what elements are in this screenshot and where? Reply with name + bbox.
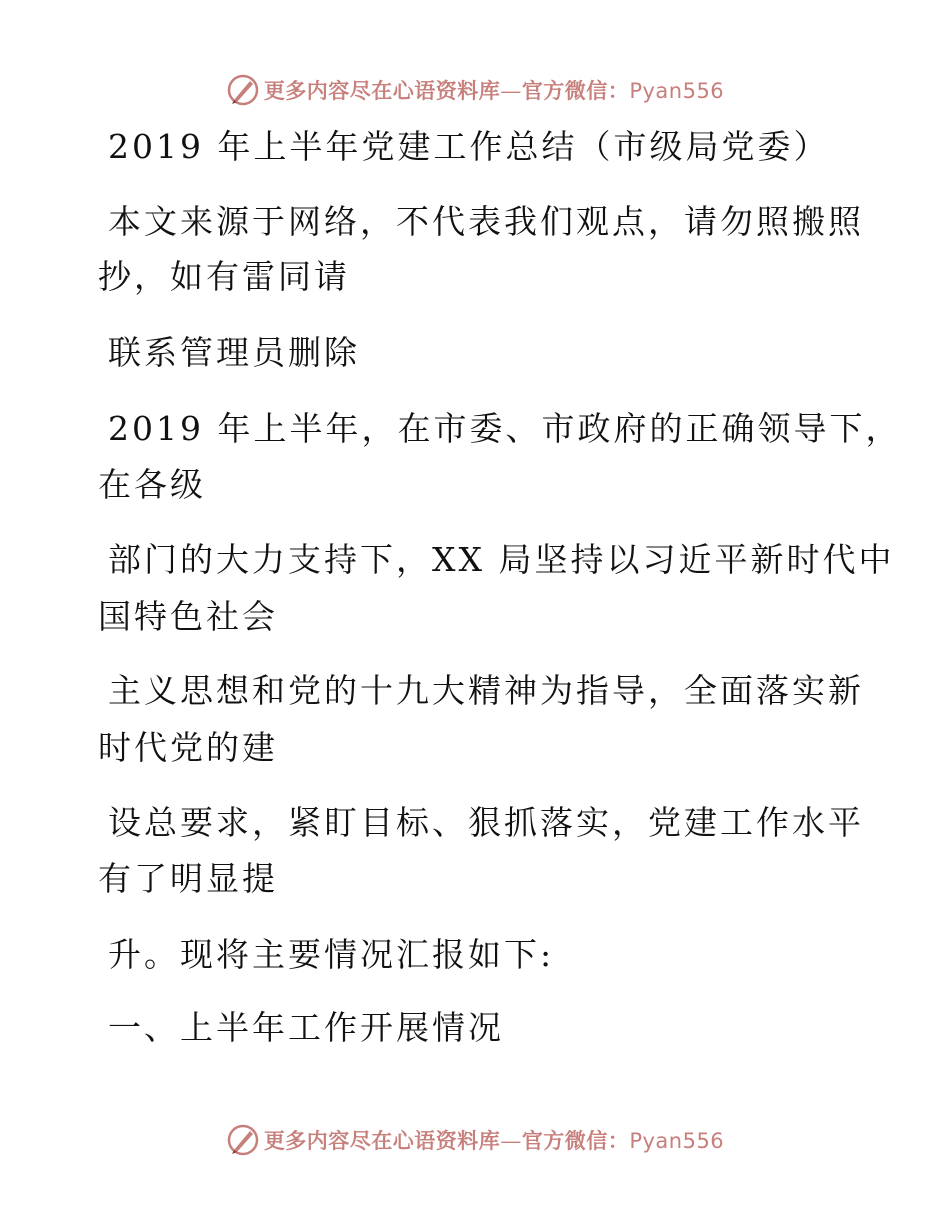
text-line: 联系管理员删除 [108, 333, 360, 372]
text-line: 抄，如有雷同请 [98, 257, 350, 296]
text-line: 2019 年上半年，在市委、市政府的正确领导下， [108, 409, 902, 448]
text-line: 在各级 [98, 465, 206, 504]
footer-watermark [0, 1120, 950, 1160]
header-watermark [0, 70, 950, 110]
text-line: 国特色社会 [98, 597, 278, 636]
document-title: 2019 年上半年党建工作总结（市级局党委） [108, 127, 830, 166]
text-line: 本文来源于网络，不代表我们观点，请勿照搬照 [108, 202, 864, 241]
watermark-text: 更多内容尽在心语资料库—官方微信：Pyan556 [263, 1128, 725, 1153]
text-line: 有了明显提 [98, 859, 278, 898]
text-line: 部门的大力支持下，XX 局坚持以习近平新时代中 [108, 540, 895, 579]
text-line: 升。现将主要情况汇报如下: [108, 935, 555, 974]
text-line: 时代党的建 [98, 728, 278, 767]
watermark-text: 更多内容尽在心语资料库—官方微信：Pyan556 [263, 78, 725, 103]
text-line: 主义思想和党的十九大精神为指导，全面落实新 [108, 671, 864, 710]
quill-pen-seal-icon [226, 1123, 260, 1157]
quill-pen-seal-icon [226, 73, 260, 107]
section-heading: 一、上半年工作开展情况 [108, 1008, 504, 1047]
text-line: 设总要求，紧盯目标、狠抓落实，党建工作水平 [108, 803, 864, 842]
